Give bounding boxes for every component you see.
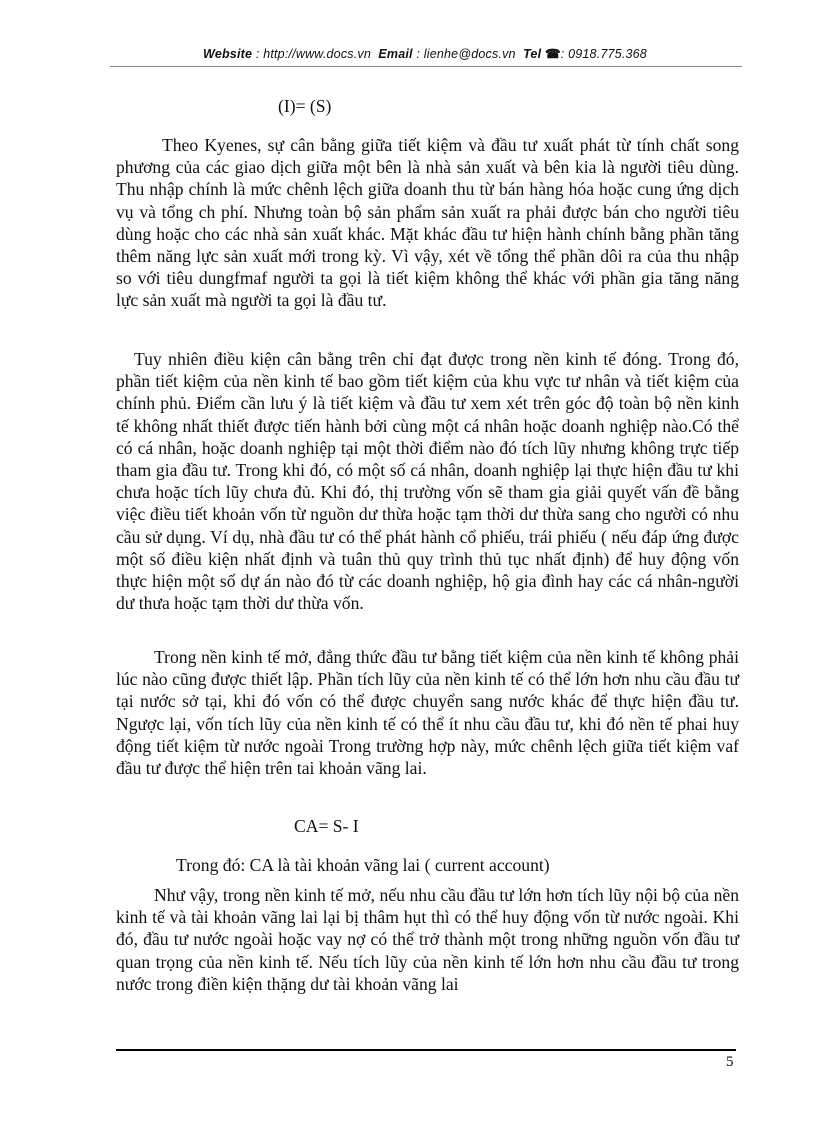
equation-i-equals-s: (I)= (S) bbox=[278, 96, 332, 116]
paragraph-3: Trong nền kinh tế mở, đẳng thức đầu tư bằng tiết kiệm của nền kinh tế không phải lúc nào cũng được thiết lập. Phần tích lũy của nền kinh tế có thể lớn hơn nhu cầu đầu tư tại nước sở tại, khi đó vốn có thể được chuyển sang nước khác để thực hiện đầu tư. Ngược lại, vốn tích lũy của nền kinh tế có thể ít nhu cầu đầu tư, khi đó nền tế phai huy động tiết kiệm từ nước ngoài Trong trường hợp này, mức chênh lệch giữa tiết kiệm vaf đầu tư được thể hiện trên tai khoản vãng lai. bbox=[116, 647, 739, 779]
paragraph-4: Như vậy, trong nền kinh tế mở, nếu nhu cầu đầu tư lớn hơn tích lũy nội bộ của nền kinh tế và tài khoản vãng lai lại bị thâm hụt thì có thể huy động vốn từ nước ngoài. Khi đó, đầu tư nước ngoài hoặc vay nợ có thể trở thành một trong những nguồn vốn đầu tư quan trọng của nền kinh tế. Nếu tích lũy của nền kinh tế lớn hơn nhu cầu đầu tư trong nước trong điền kiện thặng dư tài khoản vãng lai bbox=[116, 885, 739, 994]
paragraph-1: Theo Kyenes, sự cân bằng giữa tiết kiệm và đầu tư xuất phát từ tính chất song phương của các giao dịch giữa một bên là nhà sản xuất và bên kia là người tiêu dùng. Thu nhập chính là mức chênh lệch giữa doanh thu từ bán hàng hóa hoặc cung ứng dịch vụ và tổng ch phí. Nhưng toàn bộ sản phẩm sản xuất ra phải được bán cho người tiêu dùng hoặc cho các nhà sản xuất khác. Mặt khác đầu tư hiện hành chính bằng phần tăng thêm năng lực sản xuất mới trong kỳ. Vì vậy, xét về tổng thể phần dôi ra của thu nhập so với tiêu dungfmaf người ta gọi là tiết kiệm không thể khác với phần gia tăng năng lực sản xuất mà người ta gọi là đầu tư. bbox=[116, 135, 739, 311]
definition-line: Trong đó: CA là tài khoản vãng lai ( current account) bbox=[176, 855, 550, 875]
page-header bbox=[110, 46, 740, 61]
page-number: 5 bbox=[726, 1054, 734, 1070]
equation-ca: CA= S- I bbox=[294, 816, 359, 836]
tel-label: Tel bbox=[523, 47, 542, 61]
website-label: Website bbox=[203, 47, 253, 61]
footer-divider bbox=[116, 1049, 736, 1051]
header-divider bbox=[110, 66, 742, 67]
website-url[interactable]: : http://www.docs.vn bbox=[255, 47, 372, 61]
email-address[interactable]: : lienhe@docs.vn bbox=[416, 47, 516, 61]
email-label: Email bbox=[378, 47, 413, 61]
phone-icon: ☎ bbox=[544, 47, 561, 61]
tel-number: : 0918.775.368 bbox=[560, 47, 647, 61]
paragraph-2: Tuy nhiên điều kiện cân bằng trên chỉ đạt được trong nền kinh tế đóng. Trong đó, phần tiết kiệm của nền kinh tế bao gồm tiết kiệm của khu vực tư nhân và tiết kiệm của chính phủ. Điểm cần lưu ý là tiết kiệm và đầu tư xem xét trên góc độ toàn bộ nền kinh tế không nhất thiết được tiến hành bởi cùng một cá nhân hoặc doanh nghiệp nào.Có thể có cá nhân, hoặc doanh nghiệp tại một thời điểm nào đó tích lũy nhưng không trực tiếp tham gia đầu tư. Trong khi đó, có một số cá nhân, doanh nghiệp lại thực hiện đầu tư khi chưa hoặc tích lũy chưa đủ. Khi đó, thị trường vốn sẽ tham gia giải quyết vấn đề bằng việc điều tiết khoản vốn từ nguồn dư thừa hoặc tạm thời dư thừa sang cho người có nhu cầu sử dụng. Ví dụ, nhà đầu tư có thể phát hành cổ phiếu, trái phiếu ( nếu đáp ứng được một số điều kiện nhất định và tuân thủ quy trình thủ tục nhất định) để huy động vốn thực hiện một số dự án nào đó từ các doanh nghiệp, hộ gia đình hay các cá nhân-người dư thưa hoặc tạm thời dư thừa vốn. bbox=[116, 349, 739, 614]
